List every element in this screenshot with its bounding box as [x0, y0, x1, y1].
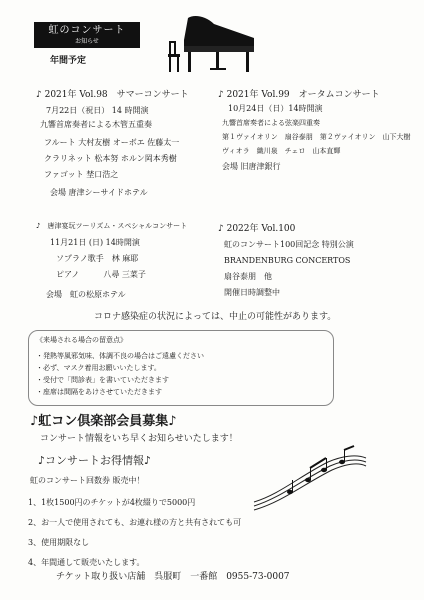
- title-box: [34, 22, 140, 48]
- piano-icon: [166, 10, 256, 74]
- club-intro: コンサート情報をいち早くお知らせいたします！: [40, 434, 238, 444]
- attendance-notes-heading: 《来場される場合の留意点》: [36, 336, 127, 344]
- covid-notice: コロナ感染症の状況によっては、中止の可能性があります。: [94, 312, 337, 322]
- list-item: ・必ず、マスク着用お願いいたします。: [36, 364, 161, 372]
- summer-performer: フルート 大村友樹 オーボエ 佐藤太一: [44, 138, 180, 147]
- tourism-concert-venue: 会場 虹の松原ホテル: [46, 290, 126, 299]
- tourism-concert-heading: ♪ 唐津宴玩ツーリズム・スペシャルコンサート: [36, 222, 188, 230]
- autumn-performer: ヴィオラ 織川泉 チェロ 山本直輝: [222, 147, 341, 155]
- list-item: 4、年間通して販売いたします。: [28, 558, 145, 567]
- tourism-performer: ピアノ 八尋 三菜子: [56, 270, 146, 279]
- ticket-shop-info: チケット取り扱い店舗 呉服町 一番館 0955-73-0007: [56, 572, 290, 582]
- autumn-concert-heading: ♪ 2021年 Vol.99 オータムコンサート: [218, 90, 380, 100]
- benefits-heading: ♪コンサートお得情報♪: [38, 454, 152, 467]
- list-item: ・座席は間隔をあけさせていただきます: [36, 388, 162, 396]
- list-item: ・発熱等風邪気味、体調不良の場合はご遠慮ください: [36, 352, 204, 360]
- list-item: 2、お一人で使用されても、お連れ様の方と共有されても可: [28, 518, 242, 527]
- autumn-concert-venue: 会場 旧唐津銀行: [222, 162, 281, 171]
- autumn-concert-description: 九響首席奏者による弦楽四重奏: [222, 119, 320, 127]
- vol100-program: BRANDENBURG CONCERTOS: [224, 256, 351, 265]
- attendance-notes-list: [36, 350, 204, 398]
- tourism-performer: ソプラノ歌手 林 麻耶: [56, 254, 139, 263]
- summer-concert-date: 7月22日（祝日） 14 時開演: [46, 106, 149, 115]
- list-item: ・受付で「問診表」を書いていただきます: [36, 376, 169, 384]
- benefits-list: [28, 493, 241, 573]
- vol100-description: 虹のコンサート100回記念 特別公演: [224, 240, 354, 249]
- page-subtitle: お知らせ: [75, 38, 99, 45]
- autumn-concert-date: 10月24日（日）14時開演: [228, 104, 323, 113]
- ticket-sale-text: 虹のコンサート回数券 販売中！: [30, 476, 145, 485]
- list-item: 3、使用期限なし: [28, 538, 90, 547]
- schedule-label: 年間予定: [50, 56, 87, 66]
- autumn-performer: 第１ヴァイオリン 扇谷泰朋 第２ヴァイオリン 山下大樹: [222, 133, 411, 141]
- summer-performer: クラリネット 松本努 ホルン岡本秀樹: [44, 154, 177, 163]
- vol100-performers: 扇谷泰朋 他: [224, 272, 272, 281]
- summer-concert-venue: 会場 唐津シーサイドホテル: [50, 188, 148, 197]
- list-item: 1、1枚1500円のチケットが4枚綴りで5000円: [28, 498, 196, 507]
- summer-concert-heading: ♪ 2021年 Vol.98 サマーコンサート: [36, 90, 189, 100]
- summer-performer: ファゴット 埜口浩之: [44, 170, 119, 179]
- vol100-note: 開催日時調整中: [224, 288, 280, 297]
- page-title: 虹のコンサート: [48, 25, 126, 36]
- summer-concert-description: 九響首席奏者による木管五重奏: [40, 120, 152, 129]
- vol100-heading: ♪ 2022年 Vol.100: [218, 224, 296, 234]
- tourism-concert-date: 11月21日 (日) 14時開演: [50, 238, 140, 247]
- club-heading: ♪虹コン倶楽部会員募集♪: [30, 414, 177, 429]
- music-notes-icon: [250, 436, 370, 516]
